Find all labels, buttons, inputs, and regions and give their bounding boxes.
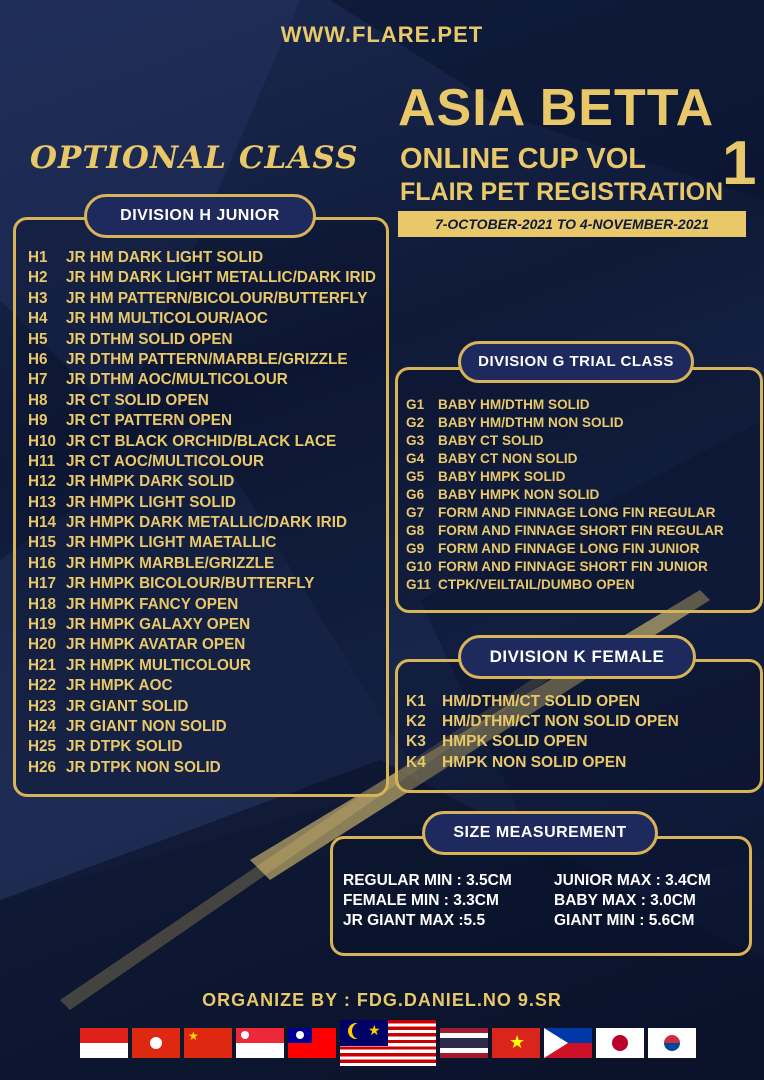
class-name: JR HMPK MARBLE/GRIZZLE <box>66 554 275 572</box>
class-item <box>28 554 376 574</box>
class-item <box>28 595 376 615</box>
class-name: FORM AND FINNAGE LONG FIN REGULAR <box>438 505 716 520</box>
class-name: FORM AND FINNAGE SHORT FIN JUNIOR <box>438 559 708 574</box>
organizer-text: ORGANIZE BY : FDG.DANIEL.NO 9.SR <box>202 990 562 1010</box>
class-name: BABY HMPK NON SOLID <box>438 487 600 502</box>
philippines-flag <box>544 1028 592 1058</box>
class-item <box>406 468 724 486</box>
class-code: H8 <box>28 391 48 409</box>
website-url[interactable]: WWW.FLARE.PET <box>280 22 484 47</box>
class-name: JR HMPK DARK SOLID <box>66 473 235 491</box>
size-measurement-title: SIZE MEASUREMENT <box>422 811 658 855</box>
class-name: JR DTPK SOLID <box>66 738 183 756</box>
class-code: K2 <box>406 713 426 731</box>
class-item <box>28 676 376 696</box>
class-code: G6 <box>406 487 425 502</box>
size-left-column <box>343 872 512 932</box>
class-code: H22 <box>28 677 57 695</box>
size-measurement-row: REGULAR MIN : 3.5CM <box>343 872 512 889</box>
class-code: G10 <box>406 559 432 574</box>
class-item <box>28 268 376 288</box>
division-h-title: DIVISION H JUNIOR <box>84 194 316 238</box>
class-name: JR GIANT SOLID <box>66 697 189 715</box>
class-code: H16 <box>28 554 57 572</box>
event-subtitle: ONLINE CUP VOL <box>400 143 646 175</box>
class-name: HM/DTHM/CT NON SOLID OPEN <box>442 713 679 731</box>
class-code: H21 <box>28 656 57 674</box>
vietnam-flag: ★ <box>492 1028 540 1058</box>
class-code: H20 <box>28 636 57 654</box>
class-name: BABY CT SOLID <box>438 433 544 448</box>
class-code: H4 <box>28 310 48 328</box>
division-k-title: DIVISION K FEMALE <box>458 635 696 679</box>
class-code: G3 <box>406 433 425 448</box>
class-item <box>28 758 376 778</box>
division-g-list <box>406 396 724 594</box>
class-item <box>28 452 376 472</box>
class-code: H24 <box>28 717 57 735</box>
class-name: JR CT SOLID OPEN <box>66 391 209 409</box>
size-measurement-row: FEMALE MIN : 3.3CM <box>343 892 499 909</box>
class-name: JR HMPK LIGHT MAETALLIC <box>66 534 277 552</box>
class-item <box>406 753 679 773</box>
class-code: H2 <box>28 269 48 287</box>
class-item <box>28 513 376 533</box>
class-item <box>28 493 376 513</box>
size-right-column <box>554 872 711 932</box>
class-name: JR DTHM SOLID OPEN <box>66 330 233 348</box>
class-item <box>406 692 679 712</box>
class-code: H26 <box>28 758 57 776</box>
class-name: HMPK SOLID OPEN <box>442 733 588 751</box>
class-code: G2 <box>406 415 425 430</box>
class-name: JR DTHM AOC/MULTICOLOUR <box>66 371 288 389</box>
class-name: HM/DTHM/CT SOLID OPEN <box>442 693 641 710</box>
division-k-list <box>406 692 679 773</box>
class-item <box>28 635 376 655</box>
class-item <box>28 533 376 553</box>
class-item <box>28 697 376 717</box>
event-registration: FLAIR PET REGISTRATION <box>400 178 724 206</box>
class-item <box>28 248 376 268</box>
singapore-flag <box>236 1028 284 1058</box>
class-item <box>28 289 376 309</box>
class-name: CTPK/VEILTAIL/DUMBO OPEN <box>438 577 635 592</box>
class-item <box>28 330 376 350</box>
class-name: JR CT BLACK ORCHID/BLACK LACE <box>66 432 337 450</box>
class-item <box>406 504 724 522</box>
class-name: JR HMPK AVATAR OPEN <box>66 636 246 654</box>
class-code: H3 <box>28 289 48 307</box>
japan-flag <box>596 1028 644 1058</box>
class-item <box>28 737 376 757</box>
class-code: G11 <box>406 577 431 592</box>
optional-class-heading: OPTIONAL CLASS <box>30 140 359 176</box>
class-code: H23 <box>28 697 57 715</box>
class-code: H11 <box>28 452 56 470</box>
division-g-title: DIVISION G TRIAL CLASS <box>458 341 694 383</box>
class-code: H12 <box>28 473 57 491</box>
class-name: JR HM DARK LIGHT SOLID <box>66 249 264 266</box>
class-name: JR HM PATTERN/BICOLOUR/BUTTERFLY <box>66 289 368 307</box>
class-name: JR CT AOC/MULTICOLOUR <box>66 452 264 470</box>
class-item <box>406 396 724 414</box>
class-name: JR HMPK MULTICOLOUR <box>66 656 251 674</box>
class-item <box>28 432 376 452</box>
class-item <box>28 350 376 370</box>
class-name: FORM AND FINNAGE SHORT FIN REGULAR <box>438 523 724 538</box>
class-code: H14 <box>28 514 57 532</box>
class-code: H9 <box>28 412 48 430</box>
class-name: BABY CT NON SOLID <box>438 451 578 466</box>
class-code: H7 <box>28 371 48 389</box>
event-dates: 7-OCTOBER-2021 TO 4-NOVEMBER-2021 <box>398 211 746 237</box>
thailand-flag <box>440 1028 488 1058</box>
class-code: G8 <box>406 523 425 538</box>
class-code: H1 <box>28 249 48 266</box>
class-name: JR DTHM PATTERN/MARBLE/GRIZZLE <box>66 350 348 368</box>
size-measurement-row: GIANT MIN : 5.6CM <box>554 912 695 929</box>
division-h-list <box>28 248 376 778</box>
class-code: H25 <box>28 738 57 756</box>
class-code: H18 <box>28 595 57 613</box>
class-name: JR CT PATTERN OPEN <box>66 412 233 430</box>
class-name: JR HMPK FANCY OPEN <box>66 595 239 613</box>
class-item <box>28 615 376 635</box>
class-item <box>28 370 376 390</box>
class-code: G7 <box>406 505 425 520</box>
class-code: H13 <box>28 493 57 511</box>
hong-kong-flag <box>132 1028 180 1058</box>
china-flag: ★ <box>184 1028 232 1058</box>
class-item <box>28 472 376 492</box>
class-item <box>406 450 724 468</box>
class-name: JR GIANT NON SOLID <box>66 717 227 735</box>
class-code: G1 <box>406 397 425 412</box>
class-item <box>28 411 376 431</box>
class-item <box>406 732 679 752</box>
class-item <box>406 712 679 732</box>
class-name: FORM AND FINNAGE LONG FIN JUNIOR <box>438 541 700 556</box>
class-item <box>406 522 724 540</box>
class-code: K4 <box>406 753 426 771</box>
indonesia-flag <box>80 1028 128 1058</box>
class-name: JR HMPK AOC <box>66 677 173 695</box>
class-name: JR HMPK BICOLOUR/BUTTERFLY <box>66 575 315 593</box>
class-code: H5 <box>28 330 48 348</box>
class-code: G5 <box>406 469 425 484</box>
class-name: JR HM DARK LIGHT METALLIC/DARK IRID <box>66 269 376 287</box>
class-code: H19 <box>28 616 57 634</box>
class-item <box>406 540 724 558</box>
class-code: K3 <box>406 733 426 751</box>
south-korea-flag <box>648 1028 696 1058</box>
class-item <box>406 414 724 432</box>
class-name: JR HMPK GALAXY OPEN <box>66 616 251 634</box>
class-item <box>28 717 376 737</box>
event-volume-number: 1 <box>722 129 757 198</box>
event-title: ASIA BETTA <box>398 79 715 137</box>
size-measurement-row: JR GIANT MAX :5.5 <box>343 912 486 929</box>
class-name: BABY HM/DTHM SOLID <box>438 397 590 412</box>
class-name: BABY HM/DTHM NON SOLID <box>438 415 624 430</box>
class-name: JR HMPK DARK METALLIC/DARK IRID <box>66 514 347 532</box>
class-name: HMPK NON SOLID OPEN <box>442 753 627 771</box>
class-item <box>28 309 376 329</box>
malaysia-flag: ★ <box>340 1020 436 1066</box>
class-code: H15 <box>28 534 57 552</box>
class-code: K1 <box>406 693 426 710</box>
taiwan-flag <box>288 1028 336 1058</box>
class-item <box>28 656 376 676</box>
class-item <box>406 432 724 450</box>
class-code: H6 <box>28 350 48 368</box>
class-code: H10 <box>28 432 57 450</box>
class-item <box>406 486 724 504</box>
class-name: JR HMPK LIGHT SOLID <box>66 493 236 511</box>
class-item <box>406 558 724 576</box>
class-item <box>28 391 376 411</box>
class-item <box>28 574 376 594</box>
class-item <box>406 576 724 594</box>
class-code: H17 <box>28 575 57 593</box>
class-code: G9 <box>406 541 425 556</box>
class-name: JR HM MULTICOLOUR/AOC <box>66 310 268 328</box>
size-measurement-row: BABY MAX : 3.0CM <box>554 892 696 909</box>
class-name: BABY HMPK SOLID <box>438 469 566 484</box>
class-code: G4 <box>406 451 425 466</box>
size-measurement-row: JUNIOR MAX : 3.4CM <box>554 872 711 889</box>
class-name: JR DTPK NON SOLID <box>66 758 221 776</box>
